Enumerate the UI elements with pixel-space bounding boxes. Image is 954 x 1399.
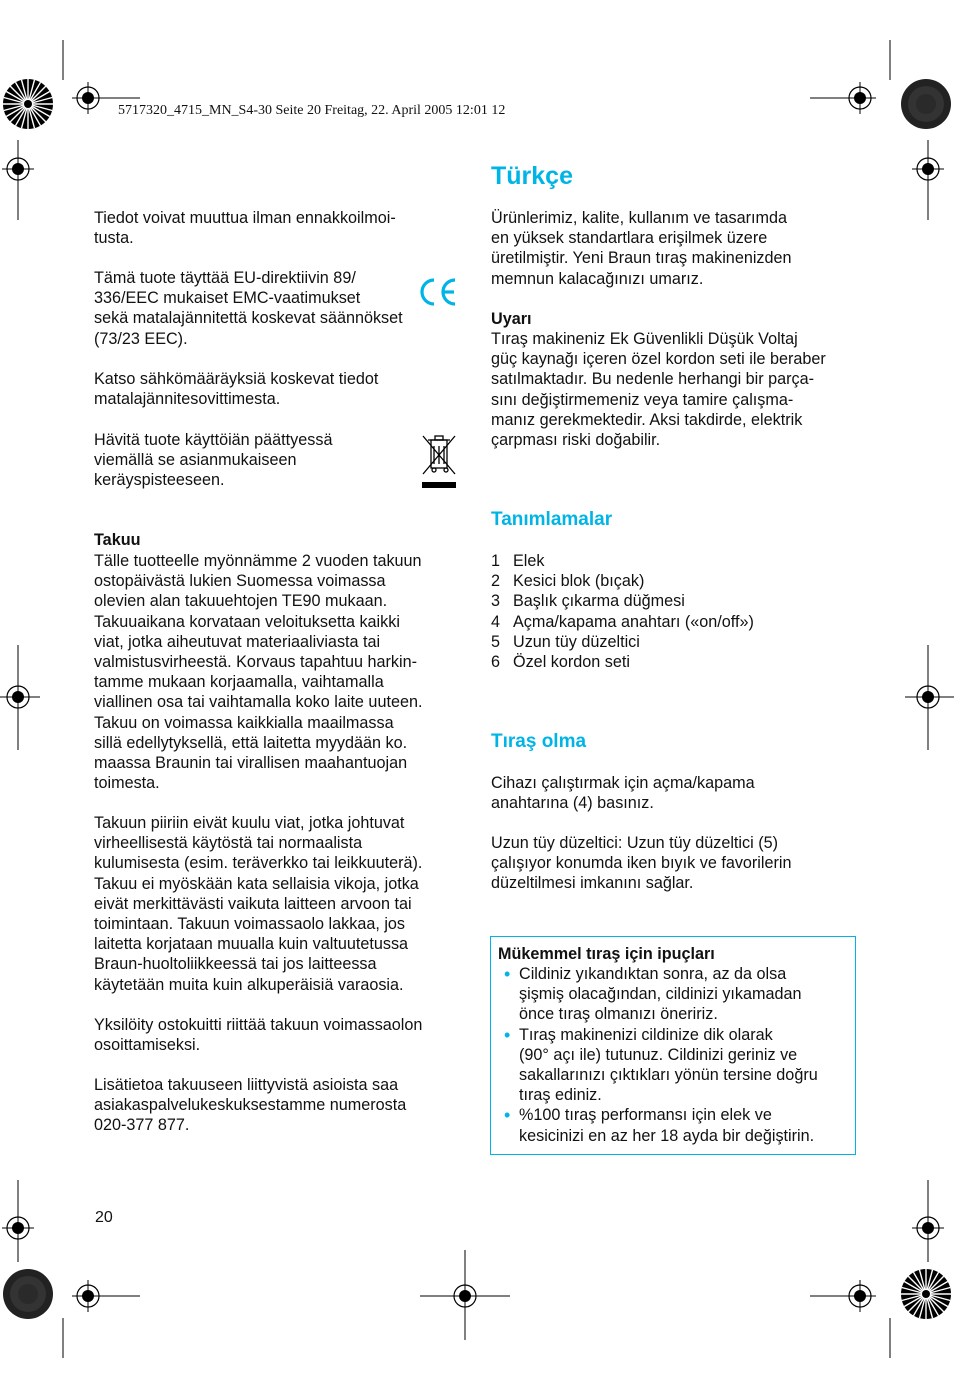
- shaving-paragraph: Cihazı çalıştırmak için açma/kapama anahtarına (4) basınız.: [491, 774, 755, 813]
- receipt-paragraph: Yksilöity ostokuitti riittää takuun voimassaolon osoittamiseksi.: [94, 1016, 423, 1055]
- registration-mark-icon: [72, 1280, 104, 1312]
- registration-mark-icon: [449, 1280, 481, 1312]
- tips-list: [497, 964, 853, 1146]
- weee-crossed-bin-icon: [420, 434, 458, 490]
- registration-mark-icon: [912, 681, 944, 713]
- electrical-info-paragraph: Katso sähkömääräyksiä koskevat tiedot matalajännitesovittimesta.: [94, 370, 379, 409]
- ce-mark-icon: [416, 276, 458, 308]
- eu-directive-paragraph: Tämä tuote täyttää EU-direktiivin 89/ 336/EEC mukaiset EMC-vaatimukset sekä matalajännitettä koskevat säännökset (73/23 EEC).: [94, 269, 403, 348]
- tips-heading: Mükemmel tıraş için ipuçları: [498, 945, 715, 963]
- registration-mark-icon: [912, 1212, 944, 1244]
- list-item: 2 Kesici blok (bıçak): [491, 572, 645, 591]
- warranty-exclusions-paragraph: Takuun piiriin eivät kuulu viat, jotka johtuvat virheellisestä käytöstä tai normaalista kulumisesta (esim. teräverkko tai leikkuuterä). Takuu ei myöskään kata sellaisia vikoja, jotka eivät merkittävästi vaikuta laitteen arvoon tai toimintaan. Takuun voimassaolo lakkaa, jos laitetta korjataan muualla kuin valtuutetussa Braun-huoltoliikkeessä tai jos laitteessa käytetään muita kuin alkuperäisiä varaosia.: [94, 814, 423, 994]
- list-item: 4 Açma/kapama anahtarı («on/off»): [491, 612, 754, 631]
- registration-mark-icon: [2, 681, 34, 713]
- sunburst-target-icon: [900, 78, 952, 130]
- warning-paragraph: Tıraş makineniz Ek Güvenlikli Düşük Voltaj güç kaynağı içeren özel kordon seti ile beraber satılmaktadır. Bu nedenle herhangi bir parça- sını değiştirmemeniz veya tamire çalışma- manız gerekmektedir. Aksi takdirde, elektrik çarpması riski doğabilir.: [491, 330, 826, 450]
- definitions-heading: Tanımlamalar: [491, 509, 613, 530]
- tips-box: [490, 936, 856, 1155]
- page-number: 20: [95, 1209, 113, 1226]
- language-title: Türkçe: [491, 162, 573, 190]
- registration-mark-icon: [844, 1280, 876, 1312]
- registration-mark-icon: [2, 1212, 34, 1244]
- intro-paragraph: Ürünlerimiz, kalite, kullanım ve tasarımda en yüksek standartlara erişilmek üzere üretilmiştir. Yeni Braun tıraş makinenizden memnun kalacağınızı umarız.: [491, 209, 792, 288]
- list-item: 6 Özel kordon seti: [491, 653, 630, 672]
- warranty-heading: Takuu: [94, 531, 141, 549]
- sunburst-target-icon: [2, 1268, 54, 1320]
- sunburst-target-icon: [2, 78, 54, 130]
- shaving-heading: Tıraş olma: [491, 731, 587, 752]
- warranty-paragraph: Tälle tuotteelle myönnämme 2 vuoden takuun ostopäivästä lukien Suomessa voimassa olevien alan takuuehtojen TE90 mukaan. Takuuaikana korvataan veloituksetta kaikki viat, jotka aiheutuvat materiaaliviasta tai valmistusvirheestä. Korvaus tapahtuu harkin- tamme mukaan korjaamalla, vaihtamalla viallinen osa tai vaihtamalla koko laite uuteen. Takuu on voimassa kaikkialla maailmassa sillä edellytyksellä, että laitetta myydään ko. maassa Braunin tai virallisen maahantuojan toimesta.: [94, 552, 423, 793]
- list-item: • Cildiniz yıkandıktan sonra, az da olsa şişmiş olacağından, cildinizi yıkamadan önce tıraş olmanızı öneririz.: [497, 964, 853, 1025]
- list-item: 3 Başlık çıkarma düğmesi: [491, 592, 685, 611]
- sunburst-target-icon: [900, 1268, 952, 1320]
- list-item: 5 Uzun tüy düzeltici: [491, 632, 640, 651]
- contact-paragraph: Lisätietoa takuuseen liittyvistä asioista saa asiakaspalvelukeskuksestamme numerosta 020-377 877.: [94, 1076, 407, 1135]
- registration-mark-icon: [844, 82, 876, 114]
- registration-mark-icon: [72, 82, 104, 114]
- trimmer-paragraph: Uzun tüy düzeltici: Uzun tüy düzeltici (5) çalışıyor konumda iken bıyık ve favorilerin düzeltilmesi imkanını sağlar.: [491, 834, 792, 893]
- list-item: • %100 tıraş performansı için elek ve kesicinizi en az her 18 ayda bir değiştirin.: [497, 1105, 853, 1145]
- list-item: • Tıraş makinenizi cildinize dik olarak (90° açı ile) tutunuz. Cildinizi geriniz ve sakallarınızı çıktıkları yönün tersine doğru tıraş ediniz.: [497, 1025, 853, 1106]
- parts-list: [491, 551, 754, 672]
- disposal-paragraph: Hävitä tuote käyttöiän päättyessä viemällä se asianmukaiseen keräyspisteeseen.: [94, 431, 333, 490]
- list-item: 1 Elek: [491, 552, 545, 570]
- notice-paragraph: Tiedot voivat muuttua ilman ennakkoilmoi- tusta.: [94, 209, 396, 248]
- warning-heading: Uyarı: [491, 310, 532, 328]
- registration-mark-icon: [912, 153, 944, 185]
- print-header: 5717320_4715_MN_S4-30 Seite 20 Freitag, 22. April 2005 12:01 12: [118, 103, 506, 118]
- registration-mark-icon: [2, 153, 34, 185]
